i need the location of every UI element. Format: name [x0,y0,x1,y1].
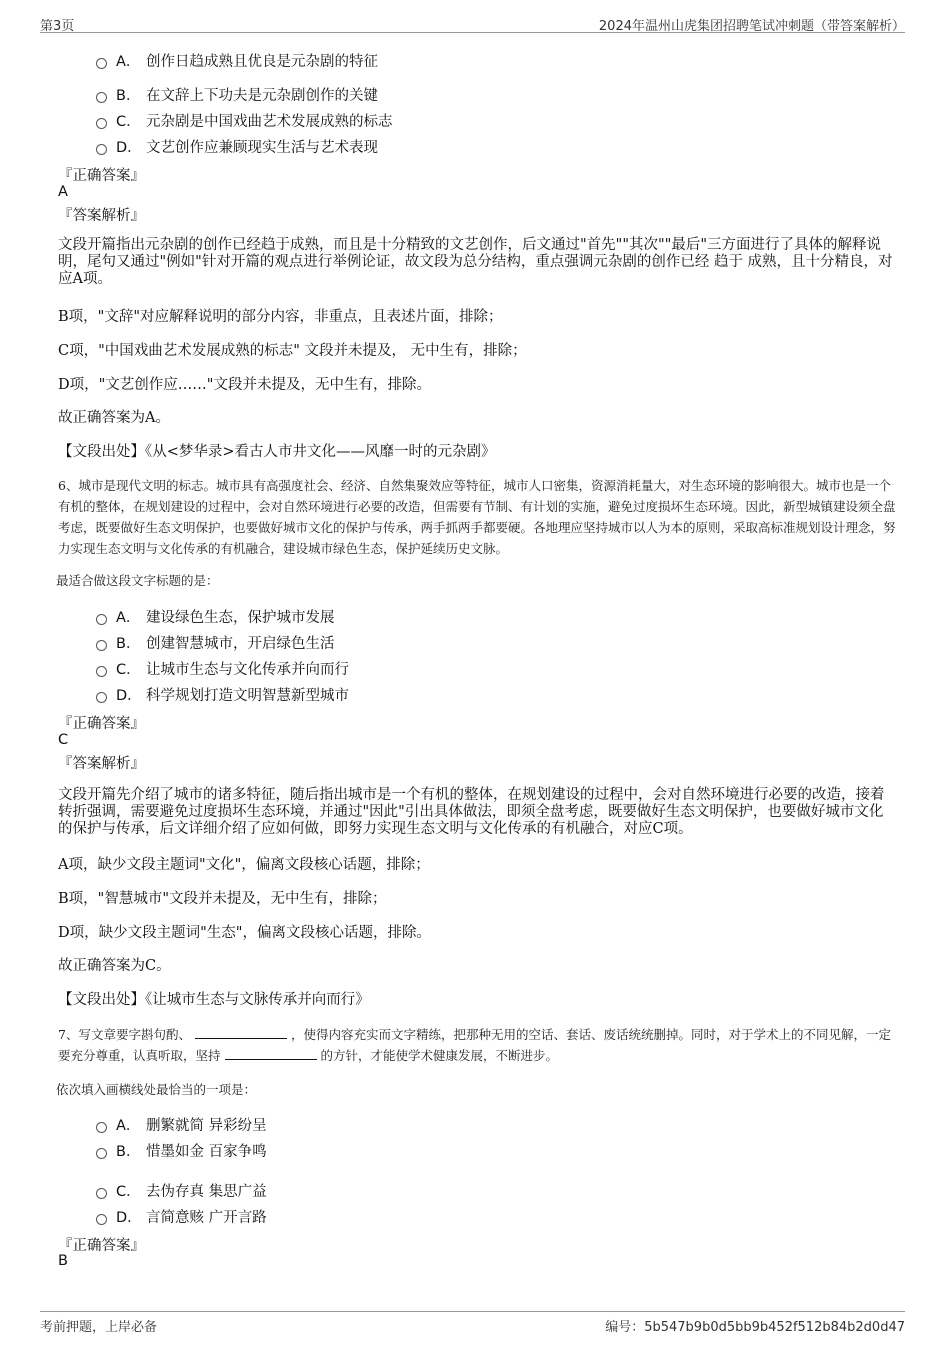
document-title: 2024年温州山虎集团招聘笔试冲刺题（带答案解析） [598,19,905,34]
q6-analysis-label: 『答案解析』 [58,756,145,772]
radio-icon[interactable] [96,692,107,703]
document-id: 编号：5b547b9b0d5bb9b452f512b84b2d0d47 [605,1320,905,1335]
q6-source: 【文段出处】《让城市生态与文脉传承并向而行》 [58,992,370,1008]
q7-option-c[interactable]: C． 去伪存真 集思广益 [96,1180,267,1200]
q5-analysis-c: C项，"中国戏曲艺术发展成熟的标志" 文段并未提及， 无中生有，排除； [58,343,527,359]
q6-analysis-b: B项，"智慧城市"文段并未提及，无中生有，排除； [58,891,387,907]
q5-answer-label: 『正确答案』 [58,168,145,184]
q6-analysis-d: D项，缺少文段主题词"生态"，偏离文段核心话题，排除。 [58,925,431,941]
page-number: 第3页 [40,19,75,34]
q6-option-d[interactable]: D． 科学规划打造文明智慧新型城市 [96,684,349,704]
q7-answer: B [58,1253,68,1269]
radio-icon[interactable] [96,144,107,155]
q6-analysis-a: A项，缺少文段主题词"文化"，偏离文段核心话题，排除； [58,857,430,873]
q6-analysis-main: 文段开篇先介绍了城市的诸多特征，随后指出城市是一个有机的整体，在规划建设的过程中，会对自然环境进行必要的改造，接着转折强调，需要避免过度损坏生态环境，并通过"因此"引出具体做法，即须全盘考虑，既要做好生态文明保护，也要做好城市文化的保护与传承，后文详细介绍了应如何做，即努力实现生态文明与文化传承的有机融合，对应C项。 [58,787,885,837]
q7-prompt: 依次填入画横线处最恰当的一项是： [56,1082,257,1097]
q5-option-c[interactable]: C． 元杂剧是中国戏曲艺术发展成熟的标志 [96,110,393,130]
q5-analysis-d: D项，"文艺创作应……"文段并未提及，无中生有，排除。 [58,377,431,393]
q6-option-c[interactable]: C． 让城市生态与文化传承并向而行 [96,658,349,678]
radio-icon[interactable] [96,92,107,103]
q6-stem: 6、城市是现代文明的标志。城市具有高强度社会、经济、自然集聚效应等特征，城市人口密集，资源消耗量大，对生态环境的影响很大。城市也是一个有机的整体，在规划建设的过程中，会对自然环境进行必要的改造，但需要有节制、有计划的实施，避免过度损坏生态环境。因此，新型城镇建设须全盘考虑，既要做好生态文明保护，也要做好城市文化的保护与传承，两手抓两手都要硬。各地理应坚持城市以人为本的原则，采取高标准规划设计理念，努力实现生态文明与文化传承的有机融合，建设城市绿色生态，保护延续历史文脉。 [58,478,896,556]
radio-icon[interactable] [96,614,107,625]
radio-icon[interactable] [96,1188,107,1199]
q5-conclusion: 故正确答案为A。 [58,410,170,426]
q5-answer: A [58,184,68,200]
q7-option-b[interactable]: B． 惜墨如金 百家争鸣 [96,1140,267,1160]
page-header [40,12,905,33]
radio-icon[interactable] [96,58,107,69]
radio-icon[interactable] [96,1148,107,1159]
q5-option-a[interactable]: A． 创作日趋成熟且优良是元杂剧的特征 [96,50,378,70]
page-footer [40,1311,905,1336]
q5-option-b[interactable]: B． 在文辞上下功夫是元杂剧创作的关键 [96,84,378,104]
q7-option-a[interactable]: A． 删繁就简 异彩纷呈 [96,1114,267,1134]
radio-icon[interactable] [96,666,107,677]
q6-answer: C [58,732,69,748]
q5-analysis-b: B项，"文辞"对应解释说明的部分内容，非重点，且表述片面，排除； [58,309,503,325]
q6-prompt: 最适合做这段文字标题的是： [56,573,219,588]
q5-analysis-label: 『答案解析』 [58,208,145,224]
q6-conclusion: 故正确答案为C。 [58,958,171,974]
fill-blank-2[interactable] [225,1047,317,1060]
fill-blank-1[interactable] [195,1026,287,1039]
q5-option-d[interactable]: D． 文艺创作应兼顾现实生活与艺术表现 [96,136,378,156]
q6-answer-label: 『正确答案』 [58,716,145,732]
radio-icon[interactable] [96,118,107,129]
q7-option-d[interactable]: D． 言简意赅 广开言路 [96,1206,267,1226]
q6-option-b[interactable]: B． 创建智慧城市，开启绿色生活 [96,632,335,652]
q7-answer-label: 『正确答案』 [58,1238,145,1254]
q5-analysis-main: 文段开篇指出元杂剧的创作已经趋于成熟，而且是十分精致的文艺创作，后文通过"首先""其次""最后"三方面进行了具体的解释说明，尾句又通过"例如"针对开篇的观点进行举例论证，故文段为总分结构，重点强调元杂剧的创作已经 趋于 成熟，且十分精良，对应A项。 [58,237,893,287]
q6-option-a[interactable]: A． 建设绿色生态，保护城市发展 [96,606,335,626]
radio-icon[interactable] [96,1122,107,1133]
radio-icon[interactable] [96,640,107,651]
radio-icon[interactable] [96,1214,107,1225]
q7-stem: 7、写文章要字斟句酌、 ，使得内容充实而文字精练，把那种无用的空话、套话、废话统统删掉。同时，对于学术上的不同见解，一定要充分尊重，认真听取，坚持 的方针，才能使学术健康发展，不断进步。 [58,1027,891,1063]
q5-source: 【文段出处】《从<梦华录>看古人市井文化——风靡一时的元杂剧》 [58,444,496,460]
footer-slogan: 考前押题，上岸必备 [40,1320,158,1335]
